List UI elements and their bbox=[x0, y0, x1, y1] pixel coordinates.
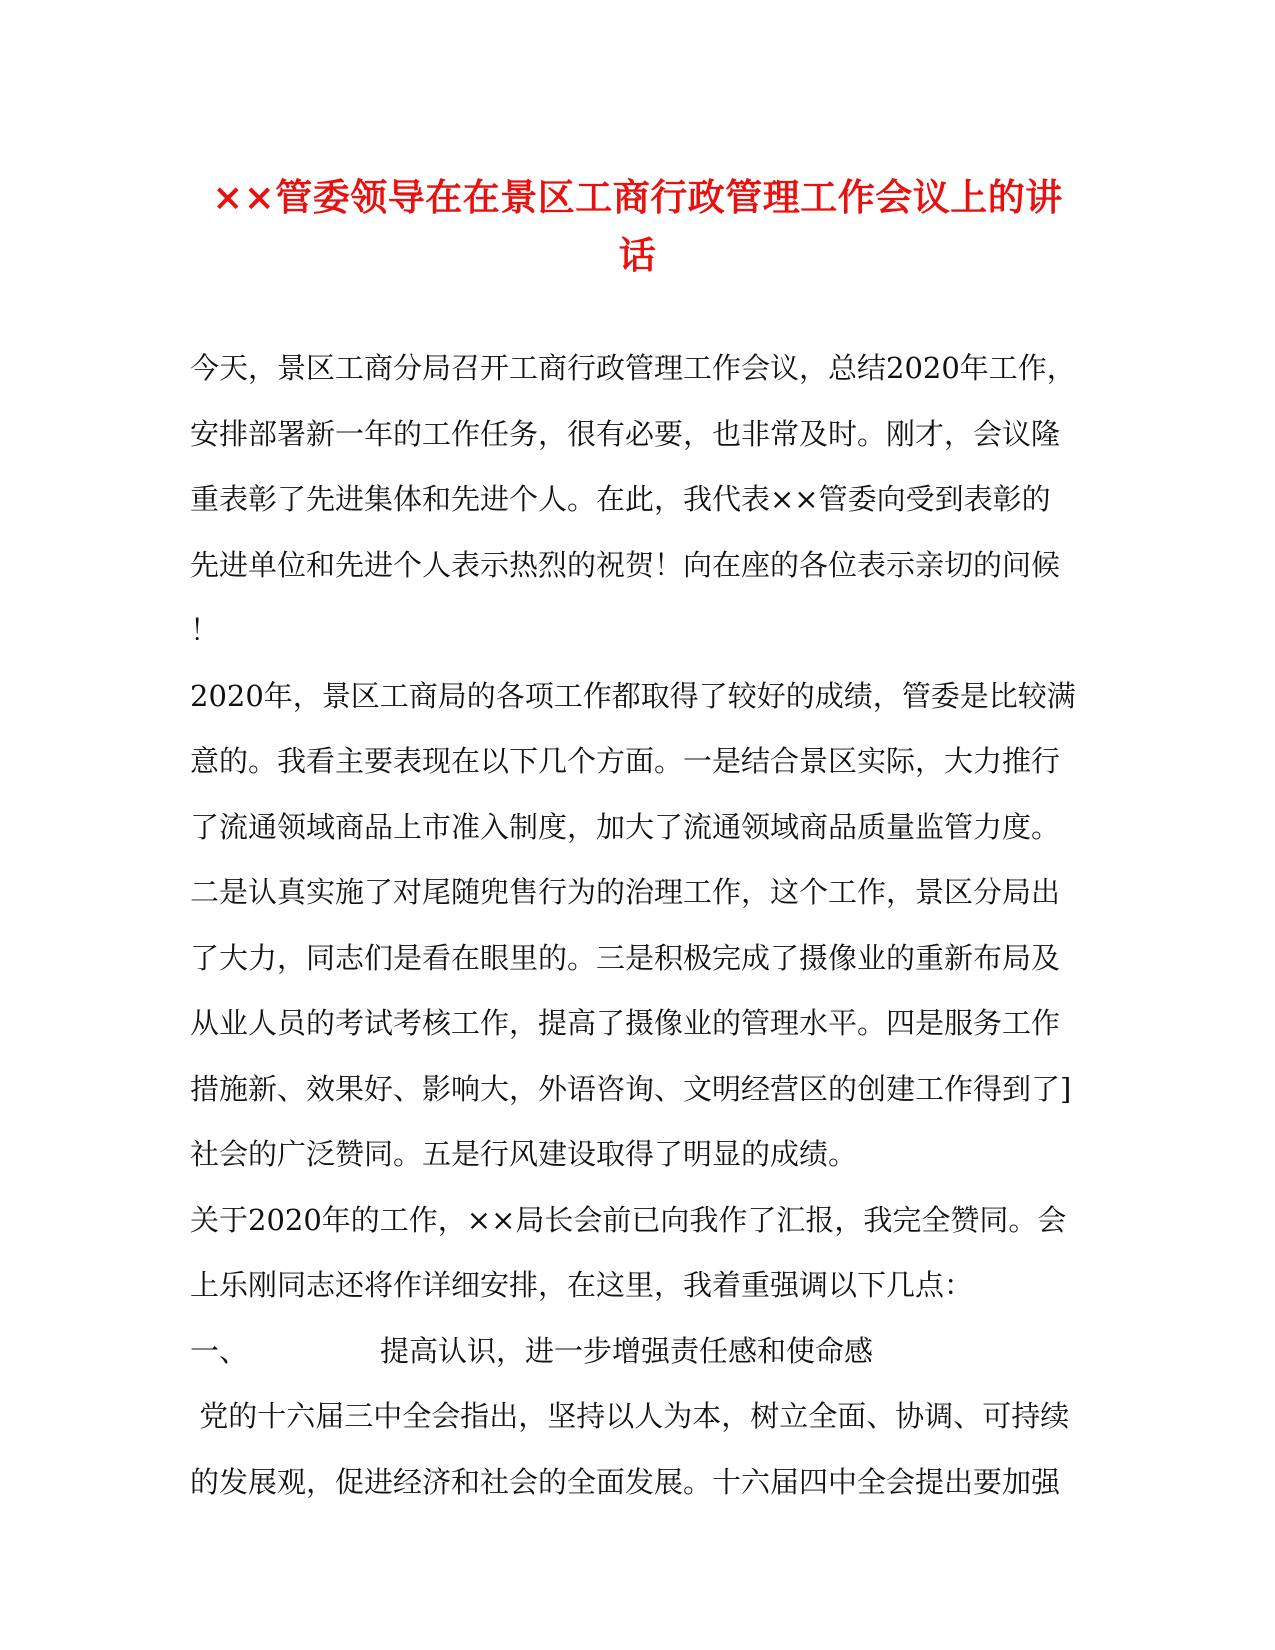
section-heading-text: 提高认识，进一步增强责任感和使命感 bbox=[380, 1333, 874, 1368]
body-line: 意的。我看主要表现在以下几个方面。一是结合景区实际，大力推行 bbox=[190, 744, 1061, 778]
body-line: 上乐刚同志还将作详细安排，在这里，我着重强调以下几点： bbox=[190, 1268, 974, 1302]
body-line: 先进单位和先进个人表示热烈的祝贺！向在座的各位表示亲切的问候 bbox=[190, 547, 1061, 582]
body-line: 党的十六届三中全会指出，坚持以人为本，树立全面、协调、可持续 bbox=[190, 1399, 1070, 1433]
body-line: 的发展观，促进经济和社会的全面发展。十六届四中全会提出要加强 bbox=[190, 1464, 1061, 1499]
document-title bbox=[150, 168, 1125, 284]
document-body bbox=[190, 336, 1080, 1515]
body-line: 今天，景区工商分局召开工商行政管理工作会议，总结2020年工作， bbox=[190, 351, 1076, 385]
body-line: 重表彰了先进集体和先进个人。在此，我代表××管委向受到表彰的 bbox=[190, 482, 1051, 516]
body-line: 措施新、效果好、影响大，外语咨询、文明经营区的创建工作得到了] bbox=[190, 1071, 1072, 1106]
body-line: 从业人员的考试考核工作，提高了摄像业的管理水平。四是服务工作 bbox=[190, 1006, 1061, 1040]
section-heading bbox=[190, 1319, 1080, 1385]
body-line: 了大力，同志们是看在眼里的。三是积极完成了摄像业的重新布局及 bbox=[190, 940, 1061, 975]
body-line: ！ bbox=[190, 613, 220, 647]
body-line: 关于2020年的工作，××局长会前已向我作了汇报，我完全赞同。会 bbox=[190, 1202, 1067, 1237]
body-line: 社会的广泛赞同。五是行风建设取得了明显的成绩。 bbox=[190, 1137, 858, 1171]
section-heading-number: 一、 bbox=[190, 1333, 249, 1368]
title-line-1: ××管委领导在在景区工商行政管理工作会议上的讲 bbox=[212, 175, 1063, 219]
body-line: 二是认真实施了对尾随兜售行为的治理工作，这个工作，景区分局出 bbox=[190, 875, 1061, 909]
body-line: 2020年，景区工商局的各项工作都取得了较好的成绩，管委是比较满 bbox=[190, 678, 1076, 713]
body-line: 了流通领域商品上市准入制度，加大了流通领域商品质量监管力度。 bbox=[190, 809, 1061, 844]
title-line-2: 话 bbox=[618, 233, 657, 277]
body-line: 安排部署新一年的工作任务，很有必要，也非常及时。刚才，会议隆 bbox=[190, 416, 1061, 451]
